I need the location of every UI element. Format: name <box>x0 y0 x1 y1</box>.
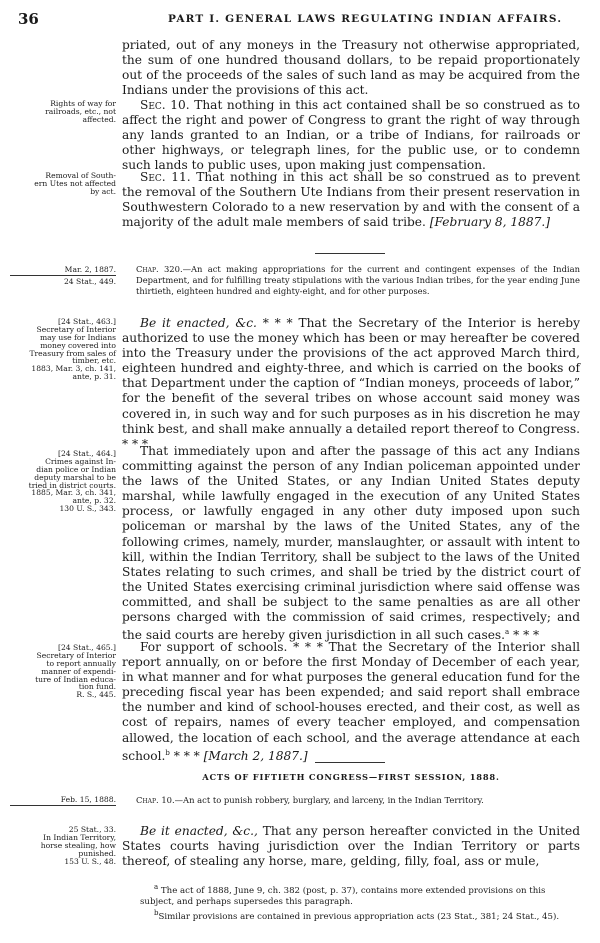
margin-note-stat-463: [24 Stat., 463.] Secretary of Interior may use for Indians money covered into Treasury from sales of timber, etc. 1883, Mar. 3, ch. 141, ante, p. 31. <box>29 317 116 382</box>
margin-note-date-1887: Mar. 2, 1887. 24 Stat., 449. <box>10 266 116 286</box>
margin-note-stat-465: [24 Stat., 465.] Secretary of Interior to report annually manner of expendi- ture of Indian educa- tion fund. R. S., 445. <box>35 643 116 700</box>
margin-note-stat-33: 25 Stat., 33. In Indian Territory, horse stealing, how punished. 153 U. S., 48. <box>40 825 116 866</box>
paragraph-crimes: That immediately upon and after the passage of this act any Indians committing against the person of any Indian policeman appointed under the laws of the United States, or any Indian United States deputy marshal, while lawfully engaged in the execution of any United States process, or lawfully engaged in any other duty imposed upon such policeman or marshal by the laws of the United States, any of the following crimes, namely, murder, manslaughter, or assault with intent to kill, within the Indian Territory, shall be subject to the laws of the United States relating to such crimes, and shall be tried by the district court of the United States exercising criminal jurisdiction where said offense was committed, and shall be subject to the same penalties as are all other persons charged with the commission of said crimes, respectively; and the said courts are hereby given jurisdiction in all such cases.$^a$ * * * <box>122 444 580 643</box>
sec10-text: That nothing in this act contained shall be so construed as to affect the right and power of Congress to grant the right of way through any lands granted to an Indian, or a tribe of Indians, for railroads or other highways, or telegraph lines, for the public use, or to condemn such lands to public uses, upon making just compensation. <box>122 98 581 173</box>
footnotes <box>140 882 580 923</box>
page-number: 36 <box>18 10 39 28</box>
paragraph-horse-stealing: Be it enacted, &c., That any person hereafter convicted in the United States courts having jurisdiction over the Indian Territory or parts thereof, of stealing any horse, mare, gelding, filly, foal, ass or mule, <box>122 824 580 869</box>
chapter-320-title: Chap. 320.—An act making appropriations for the current and contingent expenses of the Indian Department, and for fulfilling treaty stipulations with the various Indian tribes, for the year ending June thirtieth, eighteen hundred and eighty-eight, and for other purposes. <box>136 264 581 296</box>
sec10-label: Sec. 10. <box>140 98 190 112</box>
chapter-10-title: Chap. 10.—An act to punish robbery, burglary, and larceny, in the Indian Territory. <box>136 795 484 805</box>
paragraph-schools: For support of schools. * * * That the Secretary of the Interior shall report annually, on or before the first Monday of December of each year, in what manner and for what purposes the general education fund for the preceding fiscal year has been expended; and said report shall embrace the number and kind of school-houses erected, and their cost, as well as cost of repairs, names of every teacher employed, and compensation allowed, the location of each school, and the average attendance at each school.$^b$ * * * [March 2, 1887.] <box>122 640 580 763</box>
sec11-text: That nothing in this act shall be so construed as to prevent the removal of the Southern Ute Indians from their present reservation in Southwestern Colorado to a new reservation by and with the consent of a majority of the adult male members of said tribe. <box>122 170 580 230</box>
paragraph-appropriation: priated, out of any moneys in the Treasury not otherwise appropriated, the sum of one hundred thousand dollars, to be repaid proportionately out of the proceeds of the sales of such land as may be acquired from the Indians under the provisions of this act. <box>122 38 580 98</box>
margin-note-stat-464: [24 Stat., 464.] Crimes against In- dian police or Indian deputy marshal to be tried in district courts. 1885, Mar. 3, ch. 341, ante, p. 32. 130 U. S., 343. <box>28 449 116 514</box>
footnote-b: $^b$Similar provisions are contained in previous appropriation acts (23 Stat., 381; 24 Stat., 45). <box>154 908 560 922</box>
divider <box>315 762 385 763</box>
section-heading-fiftieth-congress: ACTS OF FIFTIETH CONGRESS—FIRST SESSION, 1888. <box>202 772 500 782</box>
section-11 <box>122 170 580 230</box>
sec11-label: Sec. 11. <box>140 170 191 184</box>
sec11-date: [February 8, 1887.] <box>429 215 550 230</box>
page-header <box>18 10 584 28</box>
margin-note-removal-utes: Removal of South- ern Utes not affected by act. <box>34 171 116 196</box>
margin-note-rights-of-way: Rights of way for railroads, etc., not affected. <box>45 99 116 124</box>
running-head: PART I. GENERAL LAWS REGULATING INDIAN AFFAIRS. <box>168 13 563 25</box>
paragraph-secretary-interior: Be it enacted, &c. * * * That the Secretary of the Interior is hereby authorized to use the money which has been or may hereafter be covered into the Treasury under the provisions of the act approved March third, eighteen hundred and eighty-three, and which is carried on the books of that Department under the caption of “Indian moneys, proceeds of labor,” for the benefit of the several tribes on whose account said money was covered in, in such way and for such purposes as in his discretion he may think best, and shall make annually a detailed report thereof to Congress. * * * <box>122 316 580 451</box>
section-10 <box>122 98 580 173</box>
footnote-a: $^a$ The act of 1888, June 9, ch. 382 (post, p. 37), contains more extended provisions on this subject, and perhaps supersedes this paragraph. <box>140 883 546 907</box>
divider <box>315 253 385 254</box>
margin-note-date-1888: Feb. 15, 1888. <box>10 796 116 808</box>
